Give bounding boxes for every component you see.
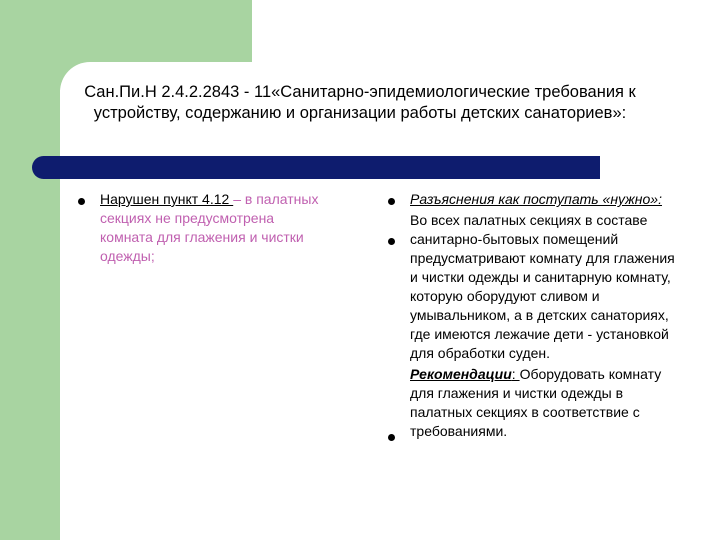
bullet-left-1 xyxy=(78,198,85,205)
recommendation-label: Рекомендации xyxy=(410,366,512,382)
bullet-right-1 xyxy=(388,198,395,205)
explanation-label: Разъяснения как поступать «нужно»: xyxy=(410,191,662,207)
explanation-block xyxy=(410,190,680,441)
slide-title: Сан.Пи.Н 2.4.2.2843 - 11«Санитарно-эпидемиологические требования к устройству, содержанию и организации работы детских санаториев»: xyxy=(84,83,636,122)
violation-block xyxy=(100,190,330,266)
violation-label: Нарушен пункт 4.12 xyxy=(100,191,234,207)
title-underline-bar xyxy=(32,156,600,179)
recommendation-colon: : xyxy=(511,366,520,382)
explanation-text: Во всех палатных секциях в составе санитарно-бытовых помещений предусматривают комнату для глажения и чистки одежды и санитарную комнату, которую оборудуют сливом и умывальником, а в детских санаториях, где имеются лежачие дети - установкой для обработки суден. xyxy=(410,212,675,361)
decorative-green-strip xyxy=(0,0,60,540)
bullet-right-2 xyxy=(388,238,395,245)
violation-dash: – xyxy=(233,191,245,207)
violation-text: в палатных секциях не предусмотрена комната для глажения и чистки одежды; xyxy=(100,191,319,264)
bullet-right-3 xyxy=(388,434,395,441)
recommendation-text: Оборудовать комнату для глажения и чистки одежды в палатных секциях в соответствие с требованиями. xyxy=(410,366,662,439)
